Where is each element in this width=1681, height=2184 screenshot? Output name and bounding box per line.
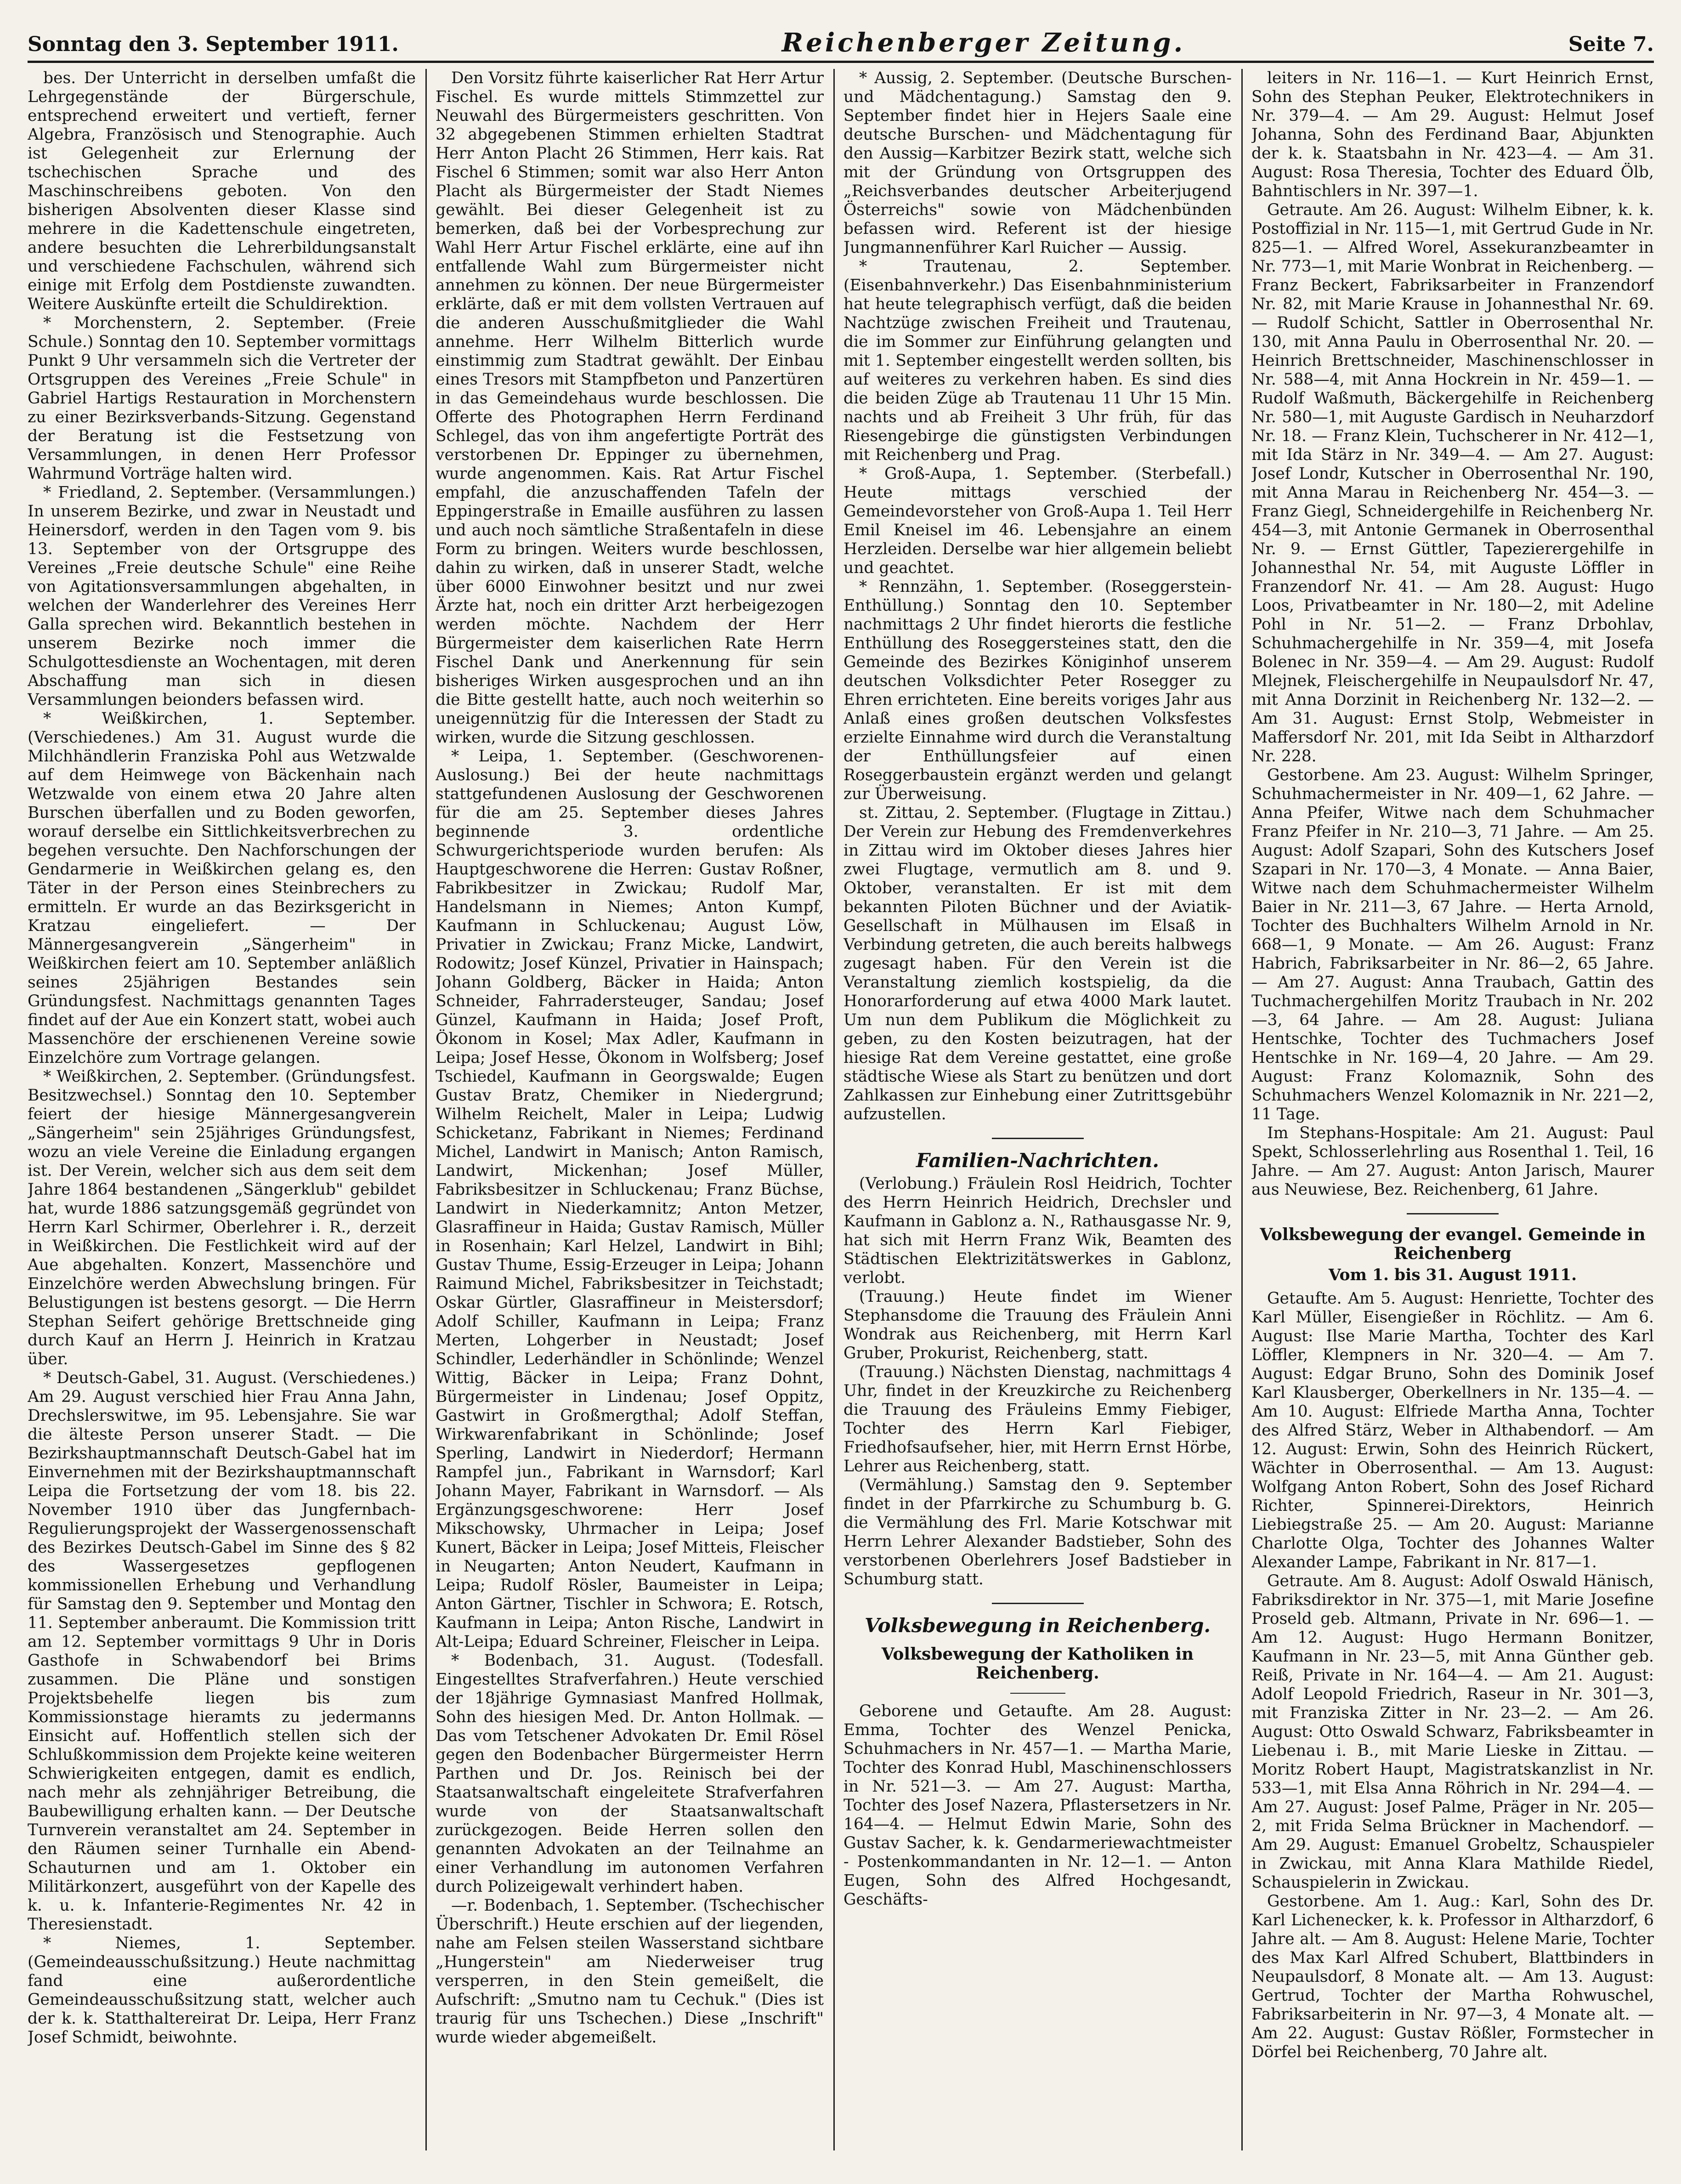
section-divider xyxy=(1407,1213,1499,1214)
article: * Friedland, 2. September. (Versammlungen.) In unserem Bezirke, und zwar in Neustadt und Heinersdorf, werden in den Tagen vom 9. bis 13. September von der Ortsgruppe des Vereines „Freie deutsche Schule" eine Reihe von Agitationsversammlungen abgehalten, in welchen der Wanderlehrer des Vereines Herr Galla sprechen wird. Bekanntlich bestehen in unserem Bezirke noch immer die Schulgottesdienste an Wochentagen, mit deren Abschaffung man sich in diesen Versammlungen beionders befassen wird. xyxy=(28,483,416,709)
register-entry: Getaufte. Am 5. August: Henriette, Tochter des Karl Müller, Eisengießer in Röchlitz. — Am 6. August: Ilse Marie Martha, Tochter des Karl Löffler, Klempners in Nr. 320—4. — Am 7. August: Edgar Bruno, Sohn des Dominik Josef Karl Klausberger, Oberkellners in Nr. 135—4. — Am 10. August: Elfriede Martha Anna, Tochter des Alfred Stärz, Weber in Althabendorf. — Am 12. August: Erwin, Sohn des Heinrich Rückert, Wächter in Oberrosenthal. — Am 13. August: Wolfgang Anton Robert, Sohn des Josef Richard Richter, Spinnerei-Direktors, Heinrich Liebiegstraße 25. — Am 20. August: Marianne Charlotte Olga, Tochter des Johannes Walter Alexander Lampe, Fabrikant in Nr. 817—1. xyxy=(1251,1289,1654,1571)
register-entry: Im Stephans-Hospitale: Am 21. August: Paul Spekt, Schlosserlehrling aus Rosenthal 1. Teil, 16 Jahre. — Am 27. August: Anton Jarisch, Maurer aus Neuwiese, Bez. Reichenberg, 61 Jahre. xyxy=(1251,1124,1654,1199)
columns xyxy=(28,69,1654,2150)
catholic-subheading: Volksbewegung der Katholiken in Reichenberg. xyxy=(881,1645,1194,1683)
article: * Deutsch-Gabel, 31. August. (Verschiedenes.) Am 29. August verschied hier Frau Anna Jahn, Drechslerswitwe, im 95. Lebensjahre. Sie war die älteste Person unserer Stadt. — Die Bezirkshauptmannschaft Deutsch-Gabel hat im Einvernehmen mit der Bezirkshauptmannschaft Leipa die Fortsetzung der vom 18. bis 22. November 1910 über das Jungfernbach-Regulierungsprojekt der Wassergenossenschaft des Bezirkes Deutsch-Gabel im Sinne des § 82 des Wassergesetzes gepflogenen kommissionellen Erhebung und Verhandlung für Samstag den 9. September und Montag den 11. September anberaumt. Die Kommission tritt am 12. September vormittags 9 Uhr in Doris Gasthofe in Schwabendorf bei Brims zusammen. Die Pläne und sonstigen Projektsbehelfe liegen bis zum Kommissionstage hieramts zu jedermanns Einsicht auf. Hoffentlich stellen sich der Schlußkommission dem Projekte keine weiteren Schwierigkeiten entgegen, damit es endlich, nach mehr als zehnjähriger Betreibung, die Baubewilligung erhalten kann. — Der Deutsche Turnverein veranstaltet am 24. September in den Räumen seiner Turnhalle ein Abend-Schauturnen und am 1. Oktober ein Militärkonzert, ausgeführt von der Kapelle des k. u. k. Infanterie-Regimentes Nr. 42 in Theresienstadt. xyxy=(28,1369,416,1934)
column-2 xyxy=(436,69,824,2150)
article: * Morchenstern, 2. September. (Freie Schule.) Sonntag den 10. September vormittags Punkt 9 Uhr versammeln sich die Vertreter der Ortsgruppen des Vereines „Freie Schule" in Gabriel Hartigs Restauration in Morchenstern zu einer Bezirksverbands-Sitzung. Gegenstand der Beratung ist die Festsetzung von Versammlungen, in denen Herr Professor Wahrmund Vorträge halten wird. xyxy=(28,314,416,483)
family-notice: (Trauung.) Nächsten Dienstag, nachmittags 4 Uhr, findet in der Kreuzkirche zu Reichenberg die Trauung des Fräuleins Emmy Fiebiger, Tochter des Herrn Karl Fiebiger, Friedhofsaufseher, hier, mit Herrn Ernst Hörbe, Lehrer aus Reichenberg, statt. xyxy=(843,1363,1232,1475)
article: * Niemes, 1. September. (Gemeindeausschußsitzung.) Heute nachmittag fand eine außerordentliche Gemeindeausschußsitzung statt, welcher auch der k. k. Statthaltereirat Dr. Leipa, Herr Franz Josef Schmidt, beiwohnte. xyxy=(28,1934,416,2047)
evangelical-period: Vom 1. bis 31. August 1911. xyxy=(1328,1266,1577,1284)
section-divider xyxy=(992,1603,1084,1604)
article: st. Zittau, 2. September. (Flugtage in Zittau.) Der Verein zur Hebung des Fremdenverkehres in Zittau wird im Oktober dieses Jahres hier zwei Flugtage, vermutlich am 8. und 9. Oktober, veranstalten. Er ist mit dem bekannten Piloten Büchner und der Aviatik-Gesellschaft in Mülhausen im Elsaß in Verbindung getreten, die auch bereits halbwegs zugesagt haben. Für den Verein ist die Veranstaltung ziemlich kostspielig, da die Honorarforderung auf etwa 4000 Mark lautet. Um nun dem Publikum die Möglichkeit zu geben, zu den Kosten beizutragen, hat der hiesige Rat dem Vereine gestattet, eine große städtische Wiese als Start zu benützen und dort Zahlkassen zur Einhebung einer Zutrittsgebühr aufzustellen. xyxy=(843,804,1232,1123)
article: * Rennzähn, 1. September. (Roseggerstein-Enthüllung.) Sonntag den 10. September nachmittags 2 Uhr findet hierorts die festliche Enthüllung des Roseggersteines statt, den die Gemeinde des Bezirkes Königinhof unserem deutschen Volksdichter Peter Rosegger zu Ehren errichteten. Eine bereits voriges Jahr aus Anlaß eines großen deutschen Volksfestes erzielte Einnahme wird durch die Veranstaltung der Enthüllungsfeier auf einen Roseggerbaustein ergänzt werden und gelangt zur Überweisung. xyxy=(843,578,1232,803)
newspaper-page xyxy=(28,18,1654,2155)
family-notice: (Verlobung.) Fräulein Rosl Heidrich, Tochter des Herrn Heinrich Heidrich, Drechsler und Kaufmann in Gablonz a. N., Rathausgasse Nr. 9, hat sich mit Herrn Franz Wik, Beamten des Städtischen Elektrizitätswerkes in Gablonz, verlobt. xyxy=(843,1174,1232,1287)
article: * Trautenau, 2. September. (Eisenbahnverkehr.) Das Eisenbahnministerium hat heute telegraphisch verfügt, daß die beiden Nachtzüge zwischen Freiheit und Trautenau, die im Sommer zur Einführung gelangten und mit 1. September eingestellt werden sollten, bis auf weiteres zu verkehren haben. Es sind dies die beiden Züge ab Trautenau 11 Uhr 15 Min. nachts und ab Freiheit 3 Uhr früh, für das Riesengebirge die günstigsten Verbindungen mit Reichenberg und Prag. xyxy=(843,257,1232,464)
article: * Bodenbach, 31. August. (Todesfall. Eingestelltes Strafverfahren.) Heute verschied der 18jährige Gymnasiast Manfred Hollmak, Sohn des hiesigen Med. Dr. Anton Hollmak. — Das vom Tetschener Advokaten Dr. Emil Rösel gegen den Bodenbacher Bürgermeister Herrn Parthen und Dr. Jos. Reinisch bei der Staatsanwaltschaft eingeleitete Strafverfahren wurde von der Staatsanwaltschaft zurückgezogen. Beide Herren sollen den genannten Advokaten an der Teilnahme an einer Verhandlung im autonomen Verfahren durch Polizeigewalt verhindert haben. xyxy=(436,1651,824,1896)
page-header xyxy=(28,18,1654,63)
column-1 xyxy=(28,69,416,2150)
evangelical-heading: Volksbewegung der evangel. Gemeinde in Reichenberg xyxy=(1260,1225,1646,1263)
register-entry: leiters in Nr. 116—1. — Kurt Heinrich Ernst, Sohn des Stephan Peuker, Elektrotechnikers in Nr. 379—4. — Am 29. August: Helmut Josef Johanna, Sohn des Ferdinand Baar, Abjunkten der k. k. Staatsbahn in Nr. 423—4. — Am 31. August: Rosa Theresia, Tochter des Eduard Ölb, Bahntischlers in Nr. 397—1. xyxy=(1251,69,1654,200)
article: * Aussig, 2. September. (Deutsche Burschen- und Mädchentagung.) Samstag den 9. September findet hier in Hejers Saale eine deutsche Burschen- und Mädchentagung für den Aussig—Karbitzer Bezirk statt, welche sich mit der Gründung von Ortsgruppen des „Reichsverbandes deutscher Arbeiterjugend Österreichs" sowie von Mädchenbünden befassen wird. Referent ist der hiesige Jungmannenführer Karl Ruicher — Aussig. xyxy=(843,69,1232,257)
family-notice: (Vermählung.) Samstag den 9. September findet in der Pfarrkirche zu Schumburg b. G. die Vermählung des Frl. Marie Kotschwar mit Herrn Lehrer Alexander Badstieber, Sohn des verstorbenen Oberlehrers Josef Badstieber in Schumburg statt. xyxy=(843,1476,1232,1588)
page-number: Seite 7. xyxy=(1568,33,1654,56)
column-rule xyxy=(425,69,427,2150)
column-rule xyxy=(1241,69,1243,2150)
article: Den Vorsitz führte kaiserlicher Rat Herr Artur Fischel. Es wurde mittels Stimmzettel zur Neuwahl des Bürgermeisters geschritten. Von 32 abgegebenen Stimmen erhielten Stadtrat Herr Anton Placht 26 Stimmen, Herr kais. Rat Fischel 6 Stimmen; somit war also Herr Anton Placht als Bürgermeister der Stadt Niemes gewählt. Bei dieser Gelegenheit ist zu bemerken, daß bei der Vorbesprechung zur Wahl Herr Artur Fischel erklärte, eine auf ihn entfallende Wahl zum Bürgermeister nicht annehmen zu können. Der neue Bürgermeister erklärte, daß er mit dem vollsten Vertrauen auf die anderen Ausschußmitglieder die Wahl annehme. Herr Wilhelm Bitterlich wurde einstimmig zum Stadtrat gewählt. Der Einbau eines Tresors mit Stampfbeton und Panzertüren in das Gemeindehaus wurde beschlossen. Die Offerte des Photographen Herrn Ferdinand Schlegel, das von ihm angefertigte Porträt des verstorbenen Dr. Eppinger zu übernehmen, wurde angenommen. Kais. Rat Artur Fischel empfahl, die anzuschaffenden Tafeln der Eppingerstraße in Emaille ausführen zu lassen und auch noch sämtliche Straßentafeln in diese Form zu bringen. Weiters wurde beschlossen, dahin zu wirken, daß in unserer Stadt, welche über 6000 Einwohner besitzt und nur zwei Ärzte hat, noch ein dritter Arzt herbeigezogen werden möchte. Nachdem der Herr Bürgermeister dem kaiserlichen Rate Herrn Fischel Dank und Anerkennung für sein bisheriges Wirken ausgesprochen und an ihn die Bitte gestellt hatte, auch noch weiterhin so uneigennützig für die Interessen der Stadt zu wirken, wurde die Sitzung geschlossen. xyxy=(436,69,824,747)
register-entry: Gestorbene. Am 1. Aug.: Karl, Sohn des Dr. Karl Lichenecker, k. k. Professor in Altharzdorf, 6 Jahre alt. — Am 8. August: Helene Marie, Tochter des Max Karl Alfred Schubert, Blattbinders in Neupaulsdorf, 8 Monate alt. — Am 13. August: Gertrud, Tochter der Martha Rohwuschel, Fabriksarbeiterin in Nr. 97—3, 4 Monate alt. — Am 22. August: Gustav Rößler, Formstecher in Dörfel bei Reichenberg, 70 Jahre alt. xyxy=(1251,1892,1654,2061)
register-entry: Geborene und Getaufte. Am 28. August: Emma, Tochter des Wenzel Penicka, Schuhmachers in Nr. 457—1. — Martha Marie, Tochter des Konrad Hubl, Maschinenschlossers in Nr. 521—3. — Am 27. August: Martha, Tochter des Josef Nazera, Pflastersetzers in Nr. 164—4. — Helmut Edwin Marie, Sohn des Gustav Sacher, k. k. Gendarmeriewachtmeister - Postenkommandanten in Nr. 12—1. — Anton Eugen, Sohn des Alfred Hochgesandt, Geschäfts- xyxy=(843,1702,1232,1909)
register-entry: Getraute. Am 8. August: Adolf Oswald Hänisch, Fabriksdirektor in Nr. 375—1, mit Marie Josefine Proseld geb. Altmann, Private in Nr. 696—1. — Am 12. August: Hugo Hermann Bonitzer, Kaufmann in Nr. 23—5, mit Anna Günther geb. Reiß, Private in Nr. 164—4. — Am 21. August: Adolf Leopold Friedrich, Raseur in Nr. 301—3, mit Franziska Zitter in Nr. 23—2. — Am 26. August: Otto Oswald Schwarz, Fabriksbeamter in Liebenau i. B., mit Marie Lieske in Zittau. — Moritz Robert Haupt, Magistratskanzlist in Nr. 533—1, mit Elsa Anna Röhrich in Nr. 294—4. — Am 27. August: Josef Palme, Präger in Nr. 205—2, mit Frida Selma Brückner in Machendorf. — Am 29. August: Emanuel Grobeltz, Schauspieler in Zwickau, mit Anna Klara Mathilde Riedel, Schauspielerin in Zwickau. xyxy=(1251,1572,1654,1892)
column-3 xyxy=(843,69,1232,2150)
article: —r. Bodenbach, 1. September. (Tschechischer Überschrift.) Heute erschien auf der liegenden, nahe am Felsen steilen Wasserstand sichtbare „Hungerstein" am Niederweiser trug versperren, in den Stein gemeißelt, die Aufschrift: „Smutno nam tu Cechuk." (Dies ist traurig für uns Tschechen.) Diese „Inschrift" wurde wieder abgemeißelt. xyxy=(436,1896,824,2047)
register-entry: Gestorbene. Am 23. August: Wilhelm Springer, Schuhmachermeister in Nr. 409—1, 62 Jahre. — Anna Pfeifer, Witwe nach dem Schuhmacher Franz Pfeifer in Nr. 210—3, 71 Jahre. — Am 25. August: Adolf Szapari, Sohn des Kutschers Josef Szapari in Nr. 170—3, 4 Monate. — Anna Baier, Witwe nach dem Schuhmachermeister Wilhelm Baier in Nr. 211—3, 67 Jahre. — Herta Arnold, Tochter des Buchhalters Wilhelm Arnold in Nr. 668—1, 9 Monate. — Am 26. August: Franz Habrich, Fabriksarbeiter in Nr. 86—2, 65 Jahre. — Am 27. August: Anna Traubach, Gattin des Tuchmachergehilfen Moritz Traubach in Nr. 202—3, 64 Jahre. — Am 28. August: Juliana Hentschke, Tochter des Tuchmachers Josef Hentschke in Nr. 169—4, 20 Jahre. — Am 29. August: Franz Kolomaznik, Sohn des Schuhmachers Wenzel Kolomaznik in Nr. 221—2, 11 Tage. xyxy=(1251,766,1654,1123)
population-heading: Volksbewegung in Reichenberg. xyxy=(864,1614,1211,1637)
family-news-heading: Familien-Nachrichten. xyxy=(916,1149,1159,1172)
section-divider xyxy=(992,1138,1084,1139)
register-entry: Getraute. Am 26. August: Wilhelm Eibner, k. k. Postoffizial in Nr. 115—1, mit Gertrud Gude in Nr. 825—1. — Alfred Worel, Assekuranzbeamter in Nr. 773—1, mit Marie Wonbrat in Reichenberg. — Franz Beckert, Fabriksarbeiter in Franzendorf Nr. 82, mit Marie Krause in Johannesthal Nr. 69. — Rudolf Schicht, Sattler in Oberrosenthal Nr. 130, mit Anna Paulu in Oberrosenthal Nr. 20. — Heinrich Brettschneider, Maschinenschlosser in Nr. 588—4, mit Anna Hockrein in Nr. 459—1. — Rudolf Waßmuth, Bäckergehilfe in Reichenberg Nr. 580—1, mit Auguste Gardisch in Neuharzdorf Nr. 18. — Franz Klein, Tuchscherer in Nr. 412—1, mit Ida Stärz in Nr. 349—4. — Am 27. August: Josef Londr, Kutscher in Oberrosenthal Nr. 190, mit Anna Marau in Reichenberg Nr. 454—3. — Franz Giegl, Schneidergehilfe in Reichenberg Nr. 454—3, mit Antonie Germanek in Oberrosenthal Nr. 9. — Ernst Güttler, Tapezierergehilfe in Johannesthal Nr. 54, mit Auguste Löffler in Franzendorf Nr. 41. — Am 28. August: Hugo Loos, Privatbeamter in Nr. 180—2, mit Adeline Pohl in Nr. 51—2. — Franz Drbohlav, Schuhmachergehilfe in Nr. 359—4, mit Josefa Bolenec in Nr. 359—4. — Am 29. August: Rudolf Mlejnek, Fleischergehilfe in Neupaulsdorf Nr. 47, mit Anna Dorzinit in Reichenberg Nr. 132—2. — Am 31. August: Ernst Stolp, Webmeister in Maffersdorf Nr. 201, mit Ida Seibt in Altharzdorf Nr. 228. xyxy=(1251,201,1654,766)
section-divider xyxy=(1010,1693,1065,1694)
column-4 xyxy=(1251,69,1654,2150)
article: * Groß-Aupa, 1. September. (Sterbefall.) Heute mittags verschied der Gemeindevorsteher von Groß-Aupa 1. Teil Herr Emil Kneisel im 46. Lebensjahre an einem Herzleiden. Derselbe war hier allgemein beliebt und geachtet. xyxy=(843,465,1232,577)
masthead: Reichenberger Zeitung. xyxy=(781,28,1186,58)
family-notice: (Trauung.) Heute findet im Wiener Stephansdome die Trauung des Fräulein Anni Wondrak aus Reichenberg, mit Herrn Karl Gruber, Prokurist, Reichenberg, statt. xyxy=(843,1288,1232,1362)
article: bes. Der Unterricht in derselben umfaßt die Lehrgegenstände der Bürgerschule, entsprechend erweitert und vertieft, ferner Algebra, Französisch und Stenographie. Auch ist Gelegenheit zur Erlernung der tschechischen Sprache und des Maschinschreibens geboten. Von den bisherigen Absolventen dieser Klasse sind mehrere in die Kadettenschule eingetreten, andere besuchten die Lehrerbildungsanstalt und verschiedene Fachschulen, während sich einige mit Erfolg dem Postdienste zuwandten. Weitere Auskünfte erteilt die Schuldirektion. xyxy=(28,69,416,313)
header-date: Sonntag den 3. September 1911. xyxy=(28,33,399,56)
column-rule xyxy=(833,69,835,2150)
article: * Leipa, 1. September. (Geschworenen-Auslosung.) Bei der heute nachmittags stattgefundenen Auslosung der Geschworenen für die am 25. September dieses Jahres beginnende 3. ordentliche Schwurgerichtsperiode wurden berufen: Als Hauptgeschworene die Herren: Gustav Roßner, Fabrikbesitzer in Zwickau; Rudolf Mar, Handelsmann in Niemes; Anton Kumpf, Kaufmann in Schluckenau; August Löw, Privatier in Zwickau; Franz Micke, Landwirt, Rodowitz; Josef Künzel, Privatier in Hainspach; Johann Goldberg, Bäcker in Haida; Anton Schneider, Fahrradersteuger, Sandau; Josef Günzel, Kaufmann in Haida; Josef Proft, Ökonom in Kosel; Max Adler, Kaufmann in Leipa; Josef Hesse, Ökonom in Wolfsberg; Josef Tschiedel, Kaufmann in Georgswalde; Eugen Gustav Bratz, Chemiker in Niedergrund; Wilhelm Reichelt, Maler in Leipa; Ludwig Schicketanz, Fabrikant in Niemes; Ferdinand Michel, Landwirt in Manisch; Anton Ramisch, Landwirt, Mickenhan; Josef Müller, Fabriksbesitzer in Schluckenau; Franz Büchse, Landwirt in Niederkamnitz; Anton Metzer, Glasraffineur in Haida; Gustav Ramisch, Müller in Rosenhain; Karl Helzel, Landwirt in Bihl; Gustav Thume, Essig-Erzeuger in Leipa; Johann Raimund Michel, Fabriksbesitzer in Teichstadt; Oskar Gürtler, Glasraffineur in Meistersdorf; Adolf Schiller, Kaufmann in Leipa; Franz Merten, Lohgerber in Neustadt; Josef Schindler, Lederhändler in Schönlinde; Wenzel Wittig, Bäcker in Leipa; Franz Dohnt, Bürgermeister in Lindenau; Josef Oppitz, Gastwirt in Großmergthal; Adolf Steffan, Wirkwarenfabrikant in Schönlinde; Josef Sperling, Landwirt in Niederdorf; Hermann Rampfel jun., Fabrikant in Warnsdorf; Karl Johann Mayer, Fabrikant in Warnsdorf. — Als Ergänzungsgeschworene: Herr Josef Mikschowsky, Uhrmacher in Leipa; Josef Kunert, Bäcker in Leipa; Josef Mitteis, Fleischer in Neugarten; Anton Neudert, Kaufmann in Leipa; Rudolf Rösler, Baumeister in Leipa; Anton Gärtner, Tischler in Schwora; E. Rotsch, Kaufmann in Leipa; Anton Rische, Landwirt in Alt-Leipa; Eduard Schreiner, Fleischer in Leipa. xyxy=(436,747,824,1651)
article: * Weißkirchen, 2. September. (Gründungsfest. Besitzwechsel.) Sonntag den 10. September feiert der hiesige Männergesangverein „Sängerheim" sein 25jähriges Gründungsfest, wozu an viele Vereine die Einladung ergangen ist. Der Verein, welcher sich aus dem seit dem Jahre 1864 bestandenen „Sängerklub" gebildet hat, wurde 1886 satzungsgemäß gegründet von Herrn Karl Schirmer, Oberlehrer i. R., derzeit in Weißkirchen. Die Festlichkeit wird auf der Aue abgehalten. Konzert, Massenchöre und Einzelchöre werden Abwechslung bringen. Für Belustigungen ist bestens gesorgt. — Die Herrn Stephan Seifert gehörige Brettschneide ging durch Kauf an Herrn J. Heinrich in Kratzau über. xyxy=(28,1067,416,1368)
article: * Weißkirchen, 1. September. (Verschiedenes.) Am 31. August wurde die Milchhändlerin Franziska Pohl aus Wetzwalde auf dem Heimwege von Bäckenhain nach Wetzwalde von einem etwa 20 Jahre alten Burschen überfallen und zu Boden geworfen, worauf derselbe ein Sittlichkeitsverbrechen zu begehen versuchte. Den Nachforschungen der Gendarmerie in Weißkirchen gelang es, den Täter in der Person eines Steinbrechers zu ermitteln. Er wurde an das Bezirksgericht in Kratzau eingeliefert. — Der Männergesangverein „Sängerheim" in Weißkirchen feiert am 10. September anläßlich seines 25jährigen Bestandes sein Gründungsfest. Nachmittags genannten Tages findet auf der Aue ein Konzert statt, wobei auch Massenchöre der erschienenen Vereine sowie Einzelchöre zum Vortrage gelangen. xyxy=(28,709,416,1067)
